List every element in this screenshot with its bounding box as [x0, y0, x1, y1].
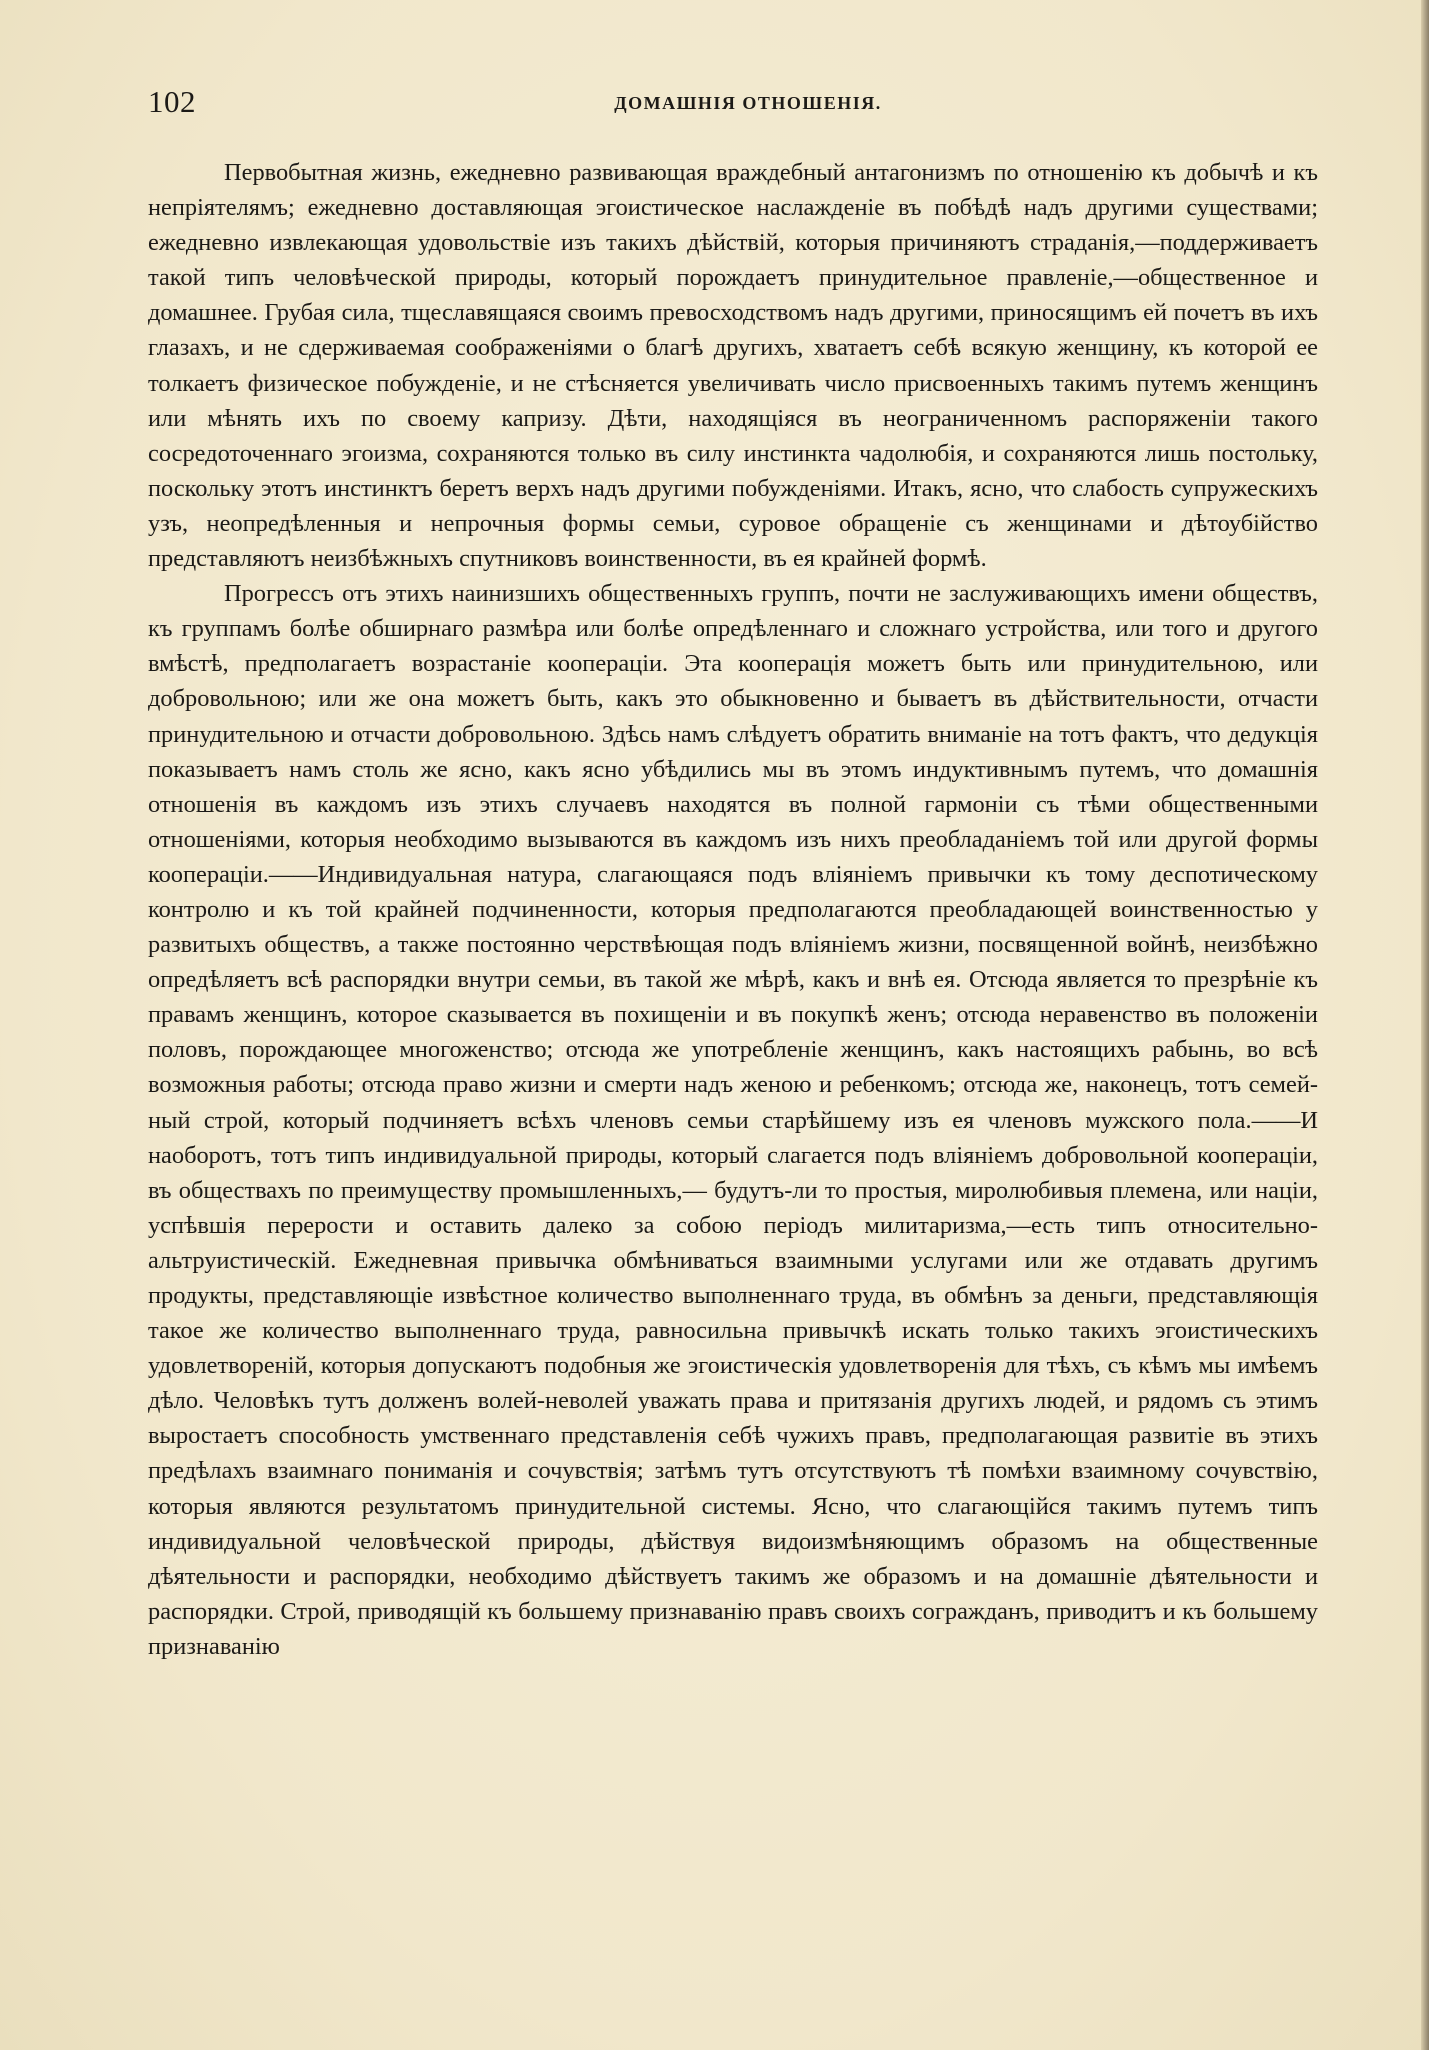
paragraph-1: Первобытная жизнь, ежедневно развивающая враждебный антагонизмъ по отношенію къ добычѣ и къ непріятелямъ; ежедневно доставляющая эгоистическое наслажденіе въ побѣдѣ надъ другими существами; ежедневно извлекающая удовольствіе изъ такихъ дѣйствій, которыя причиняютъ страданія,—поддерживаетъ такой типъ человѣческой природы, который порождаетъ принудительное правленіе,—общественное и домашнее. Грубая сила, тщеславящаяся своимъ превосходствомъ надъ другими, приносящимъ ей почетъ въ ихъ глазахъ, и не сдерживаемая соображеніями о благѣ другихъ, хватаетъ себѣ всякую женщину, къ которой ее толкаетъ физическое побужденіе, и не стѣсняется увеличивать число присвоенныхъ такимъ путемъ женщинъ или мѣнять ихъ по своему капризу. Дѣти, находящіяся въ неограниченномъ распоряженіи такого сосредоточеннаго эгоизма, сохраняются только въ силу инстинкта чадолюбія, и сохраняются лишь постольку, поскольку этотъ инстинктъ беретъ верхъ надъ другими побужденіями. Итакъ, ясно, что слабость супружескихъ узъ, неопредѣленныя и непрочныя формы семьи, суровое обращеніе съ женщинами и дѣтоубійство представляютъ неизбѣжныхъ спутниковъ воинственности, въ ея крайней формѣ. — [148, 159, 1318, 573]
running-title: ДОМАШНІЯ ОТНОШЕНІЯ. — [614, 93, 882, 113]
page-edge-shadow — [1421, 0, 1429, 2050]
paragraph-2: Прогрессъ отъ этихъ наинизшихъ общественныхъ группъ, почти не заслуживающихъ имени обществъ, къ группамъ болѣе обширнаго размѣра или болѣе опредѣленнаго и сложнаго устройства, или того и другого вмѣстѣ, предполагаетъ возрастаніе коопераціи. Эта кооперація можетъ быть или принудительною, или добровольною; или же она можетъ быть, какъ это обыкновенно и бываетъ въ дѣйствительности, отчасти принудительною и отчасти добровольною. Здѣсь намъ слѣдуетъ обратить вниманіе на тотъ фактъ, что дедукція показываетъ намъ столь же ясно, какъ ясно убѣдились мы въ этомъ индуктивнымъ путемъ, что домашнія отношенія въ каждомъ изъ этихъ случаевъ находятся въ полной гармоніи съ тѣми общественными отношеніями, которыя необходимо вызываются въ каждомъ изъ нихъ преобладаніемъ той или другой формы коопераціи.——Индивидуальная натура, слагающаяся подъ вліяніемъ привычки къ тому деспотическому контролю и къ той крайней подчиненности, которыя предполагаются преобладающей воинственностью у развитыхъ обществъ, а также постоянно черствѣющая подъ вліяніемъ жизни, посвященной войнѣ, неизбѣжно опредѣляетъ всѣ распорядки внутри семьи, въ такой же мѣрѣ, какъ и внѣ ея. Отсюда является то презрѣніе къ правамъ женщинъ, которое сказывается въ похищеніи и въ покупкѣ женъ; отсюда неравенство въ положеніи половъ, порождающее многоженство; отсюда же употребленіе женщинъ, какъ настоящихъ рабынь, во всѣ возможныя работы; отсюда право жизни и смерти надъ женою и ребенкомъ; отсюда же, наконецъ, тотъ семейный строй, который подчиняетъ всѣхъ членовъ семьи старѣйшему изъ ея членовъ мужского пола.——И наоборотъ, тотъ типъ индивидуальной природы, который слагается подъ вліяніемъ добровольной коопераціи, въ обществахъ по преимуществу промышленныхъ,— будутъ-ли то простыя, миролюбивыя племена, или націи, успѣвшія перерости и оставить далеко за собою періодъ милитаризма,—есть типъ относительно-альтруистическій. Ежедневная привычка обмѣниваться взаимными услугами или же отдавать другимъ продукты, представляющіе извѣстное количество выполненнаго труда, въ обмѣнъ за деньги, представляющія такое же количество выполненнаго труда, равносильна привычкѣ искать только такихъ эгоистическихъ удовлетвореній, которыя допускаютъ подобныя же эгоистическія удовлетворенія для тѣхъ, съ кѣмъ мы имѣемъ дѣло. Человѣкъ тутъ долженъ волей-неволей уважать права и притязанія другихъ людей, и рядомъ съ этимъ выростаетъ способность умственнаго представленія себѣ чужихъ правъ, предполагающая развитіе въ этихъ предѣлахъ взаимнаго пониманія и сочувствія; затѣмъ тутъ отсутствуютъ тѣ помѣхи взаимному сочувствію, которыя являются результатомъ принудительной системы. Ясно, что слагающійся такимъ путемъ типъ индивидуальной человѣческой природы, дѣйствуя видоизмѣняющимъ образомъ на общественные дѣятельности и распорядки, необходимо дѣйствуетъ такимъ же образомъ и на домашніе дѣятельности и распорядки. Строй, приводящій къ большему признаванію правъ своихъ согражданъ, приводитъ и къ большему признаванію — [148, 580, 1318, 1660]
page-body — [148, 155, 1318, 1664]
page-number: 102 — [148, 84, 196, 119]
page-header — [148, 84, 1328, 124]
